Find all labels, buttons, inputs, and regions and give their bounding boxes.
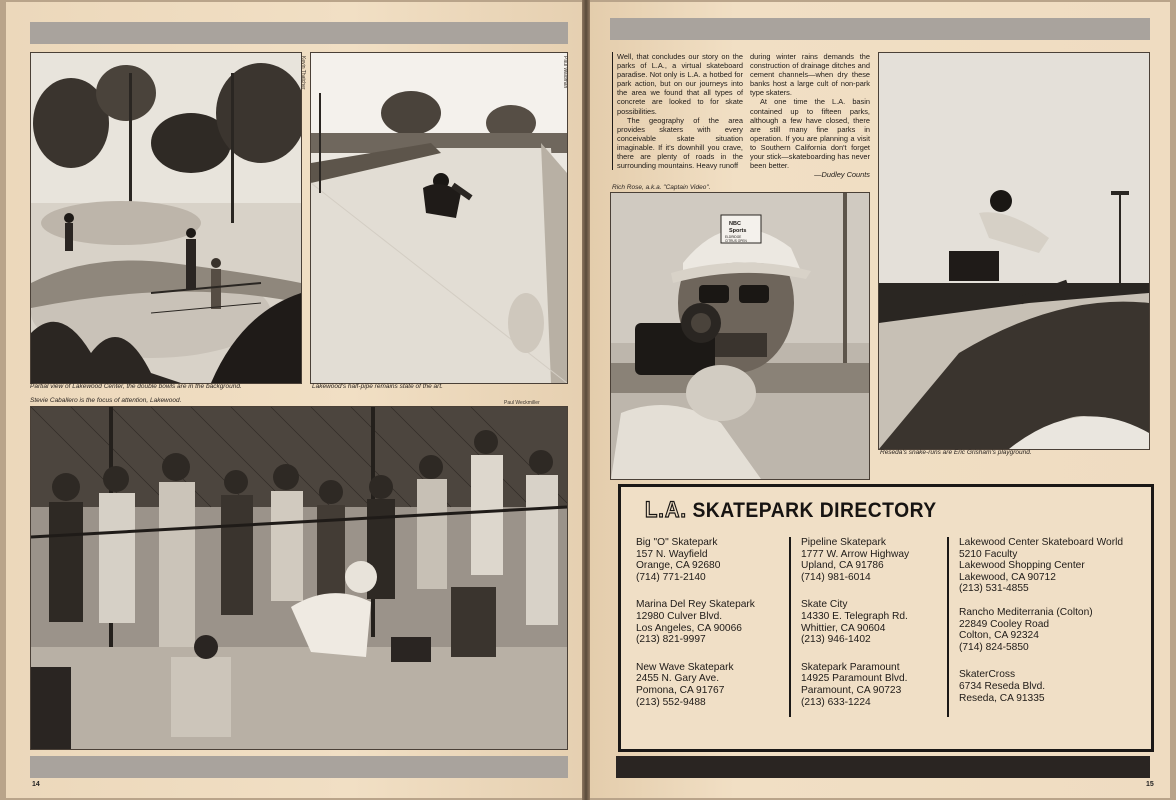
bottom-band-right xyxy=(616,756,1150,778)
entry-address: 6734 Reseda Blvd. xyxy=(959,680,1046,692)
right-page xyxy=(590,2,1170,798)
bottom-band-left xyxy=(30,756,568,778)
caption-stevie: Stevie Caballero is the focus of attention, Lakewood. xyxy=(30,397,182,404)
entry-city: Orange, CA 92680 xyxy=(636,560,721,572)
entry-address: 12980 Culver Blvd. xyxy=(636,610,723,622)
entry-city: Paramount, CA 90723 xyxy=(801,684,902,696)
caption-rich-rose: Rich Rose, a.k.a. "Captain Video". xyxy=(612,184,711,191)
entry-address: 22849 Cooley Road xyxy=(959,618,1050,630)
article-column-1 xyxy=(612,52,743,170)
article-paragraph: At one time the L.A. basin contained up to fifteen parks, although a few have closed, there are still many fine parks in operation. If you are planning a visit to Southern California don't forget your stick—skateboarding has never been better. xyxy=(750,97,870,171)
entry-address: 5210 Faculty xyxy=(959,548,1018,560)
entry-address-2: Lakewood Shopping Center xyxy=(959,560,1085,572)
entry-phone: (714) 824-5850 xyxy=(959,641,1029,653)
entry-name: Marina Del Rey Skatepark xyxy=(636,599,755,611)
entry-city: Whittier, CA 90604 xyxy=(801,622,886,634)
entry-city: Pomona, CA 91767 xyxy=(636,684,725,696)
page-number-left: 14 xyxy=(32,781,40,788)
entry-name: Lakewood Center Skateboard World xyxy=(959,537,1124,548)
directory-entry-big-o xyxy=(636,537,786,583)
entry-name: SkaterCross xyxy=(959,669,1016,681)
entry-phone: (213) 821-9997 xyxy=(636,634,706,646)
page-number-right: 15 xyxy=(1146,781,1154,788)
photo-crowd-lakewood xyxy=(30,406,568,750)
entry-phone: (213) 531-4855 xyxy=(959,583,1029,595)
entry-name: Skatepark Paramount xyxy=(801,661,900,673)
directory-title xyxy=(645,497,937,523)
spine-gutter xyxy=(582,0,590,800)
cap-logo-text: NBC xyxy=(729,221,741,227)
photo-halfpipe xyxy=(310,52,568,384)
top-band-right xyxy=(610,18,1150,40)
entry-phone: (213) 633-1224 xyxy=(801,696,871,708)
credit-photo-1: Kevin Thatcher xyxy=(300,56,306,90)
entry-phone: (213) 552-9488 xyxy=(636,696,706,708)
caption-reseda: Reseda's snake-runs are Eric Grisham's playground. xyxy=(880,449,1032,456)
caption-halfpipe: Lakewood's half-pipe remains state of the art. xyxy=(312,383,443,390)
cap-logo-text: ELDRIDGE xyxy=(725,235,742,239)
entry-phone: (714) 981-6014 xyxy=(801,571,871,583)
article-paragraph: Well, that concludes our story on the parks of L.A., a virtual skateboard paradise. Not only is L.A. a hotbed for park action, but on our journeys into the area we found that all types of concrete are looked to for skate possibilities. xyxy=(617,52,743,116)
photo-rich-rose xyxy=(610,192,870,480)
credit-photo-3: Paul Weckmiller xyxy=(504,400,540,406)
directory-column-1 xyxy=(636,537,786,724)
cap-logo-text: Sports xyxy=(729,228,747,234)
directory-entry-skatepark-paramount xyxy=(791,662,941,708)
entry-city: Upland, CA 91786 xyxy=(801,560,884,572)
photo-lakewood-center xyxy=(30,52,302,384)
left-page xyxy=(6,2,582,798)
article-paragraph: during winter rains demands the construction of drainage ditches and cement channels—when dry these banks host a large cult of non-park type skaters. xyxy=(750,52,870,98)
entry-address: 2455 N. Gary Ave. xyxy=(636,673,720,685)
entry-name: Big "O" Skatepark xyxy=(636,537,718,548)
directory-entry-skatercross xyxy=(949,669,1144,704)
cap-logo-text: CITRUS OPEN xyxy=(725,239,747,243)
directory-title-prefix: L.A. xyxy=(645,497,687,522)
entry-address: 14925 Paramount Blvd. xyxy=(801,673,908,685)
entry-address: 1777 W. Arrow Highway xyxy=(801,548,910,560)
directory-entry-marina-del-rey xyxy=(636,599,786,645)
directory-entry-lakewood-center xyxy=(949,537,1144,595)
entry-address: 14330 E. Telegraph Rd. xyxy=(801,610,908,622)
entry-name: Rancho Mediterrania (Colton) xyxy=(959,606,1093,618)
entry-city: Lakewood, CA 90712 xyxy=(959,571,1056,583)
entry-city: Reseda, CA 91335 xyxy=(959,692,1045,704)
entry-name: New Wave Skatepark xyxy=(636,661,734,673)
article-column-2 xyxy=(750,52,870,179)
entry-city: Los Angeles, CA 90066 xyxy=(636,622,742,634)
directory-entry-rancho-mediterrania xyxy=(949,607,1144,653)
directory-entry-new-wave xyxy=(636,662,786,708)
credit-photo-2: Paul Waldman xyxy=(562,56,568,89)
directory-entry-skate-city xyxy=(791,599,941,645)
photo-reseda-snake-run xyxy=(878,52,1150,450)
skatepark-directory xyxy=(618,484,1154,752)
top-band-left xyxy=(30,22,568,44)
entry-phone: (714) 771-2140 xyxy=(636,571,706,583)
entry-phone: (213) 946-1402 xyxy=(801,634,871,646)
entry-name: Pipeline Skatepark xyxy=(801,537,886,548)
directory-entry-pipeline xyxy=(791,537,941,583)
entry-city: Colton, CA 92324 xyxy=(959,630,1039,642)
article-signature: —Dudley Counts xyxy=(814,170,870,180)
directory-title-text: SKATEPARK DIRECTORY xyxy=(692,499,937,522)
directory-column-3 xyxy=(947,537,1144,717)
article-paragraph: The geography of the area provides skaters with every conceivable skate situation imaginable. If it's downhill you crave, there are plenty of roads in the surrounding mountains. Heavy runoff xyxy=(617,115,743,171)
directory-column-2 xyxy=(789,537,941,717)
caption-lakewood-center: Partial view of Lakewood Center, the double bowls are in the background. xyxy=(30,383,242,390)
entry-address: 157 N. Wayfield xyxy=(636,548,708,560)
entry-name: Skate City xyxy=(801,599,848,611)
